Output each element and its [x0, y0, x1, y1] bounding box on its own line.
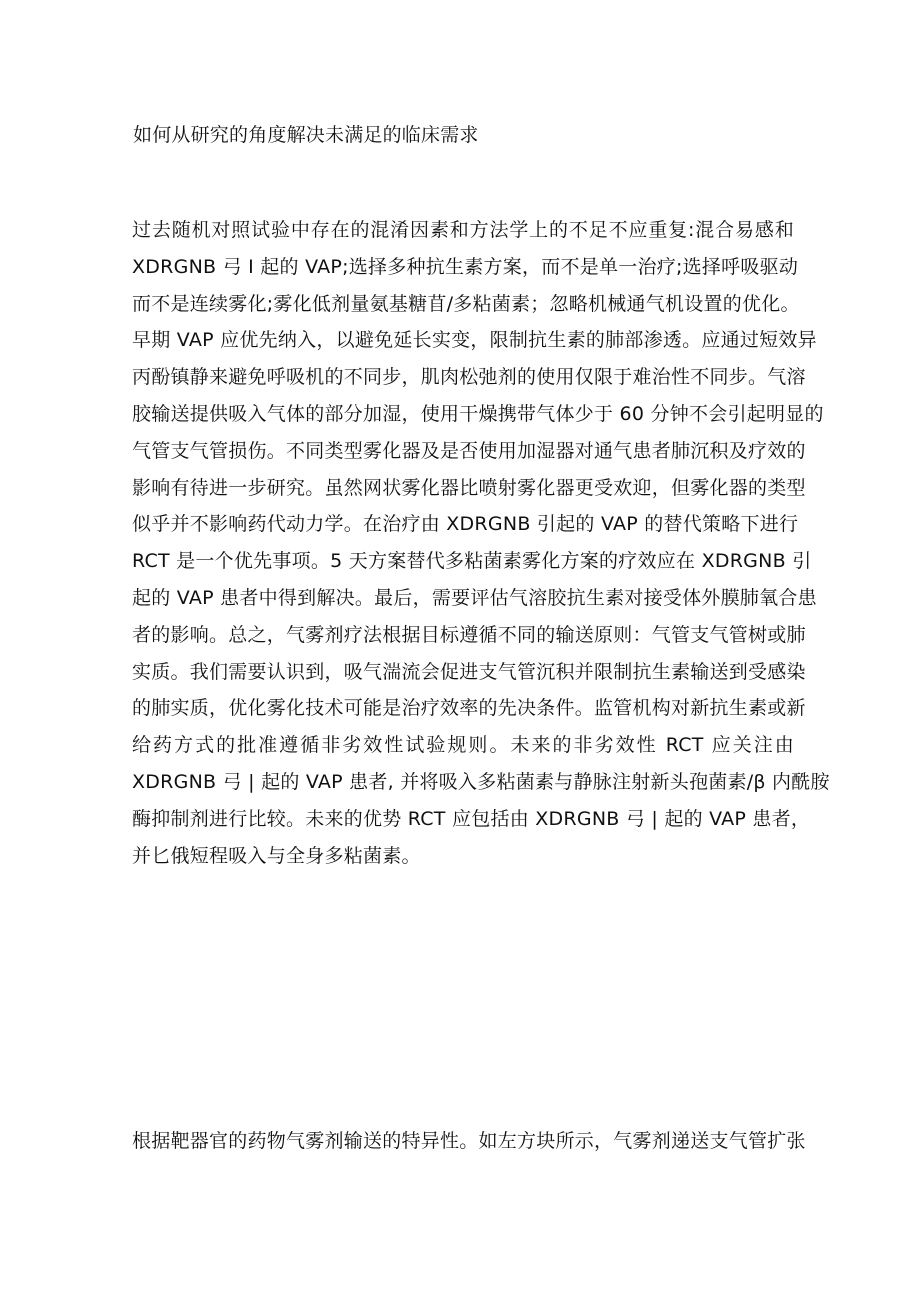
paragraph-line: 似乎并不影响药代动力学。在治疗由 XDRGNB 引起的 VAP 的替代策略下进行 [132, 513, 799, 536]
paragraph-line: 并匕俄短程吸入与全身多粘菌素。 [132, 844, 421, 867]
paragraph-line: 胶输送提供吸入气体的部分加湿，使用干燥携带气体少于 60 分钟不会引起明显的 [132, 402, 824, 425]
paragraph-2 [132, 1123, 806, 1160]
paragraph-line: 丙酚镇静来避免呼吸机的不同步，肌肉松弛剂的使用仅限于难治性不同步。气溶 [132, 366, 806, 389]
paragraph-line: 过去随机对照试验中存在的混淆因素和方法学上的不足不应重复:混合易感和 [132, 219, 794, 241]
document-title: 如何从研究的角度解决未满足的临床需求 [133, 124, 479, 146]
paragraph-line: RCT 是一个优先事项。5 天方案替代多粘菌素雾化方案的疗效应在 XDRGNB 引 [132, 550, 812, 573]
paragraph-line: 的肺实质，优化雾化技术可能是治疗效率的先决条件。监管机构对新抗生素或新 [132, 697, 806, 720]
paragraph-line: 早期 VAP 应优先纳入，以避免延长实变，限制抗生素的肺部渗透。应通过短效异 [132, 329, 817, 352]
paragraph-line: 起的 VAP 患者中得到解决。最后，需要评估气溶胶抗生素对接受体外膜肺氧合患 [132, 586, 817, 609]
paragraph-line: 酶抑制剂进行比较。未来的优势 RCT 应包括由 XDRGNB 弓 | 起的 VAP 患者， [132, 807, 811, 830]
paragraph-line: 根据靶器官的药物气雾剂输送的特异性。如左方块所示，气雾剂递送支气管扩张 [132, 1130, 806, 1152]
paragraph-line: 影响有待进一步研究。虽然网状雾化器比喷射雾化器更受欢迎，但雾化器的类型 [132, 476, 806, 499]
paragraph-line: 气管支气管损伤。不同类型雾化器及是否使用加湿器对通气患者肺沉积及疗效的 [132, 439, 806, 462]
paragraph-line: 者的影响。总之，气雾剂疗法根据目标遵循不同的输送原则：气管支气管树或肺 [132, 623, 806, 646]
paragraph-line: 实质。我们需要认识到，吸气湍流会促进支气管沉积并限制抗生素输送到受感染 [132, 660, 806, 683]
paragraph-line: 而不是连续雾化;雾化低剂量氨基糖苜/多粘菌素；忽略机械通气机设置的优化。 [132, 292, 800, 315]
paragraph-1 [132, 212, 830, 874]
paragraph-line: 给药方式的批准遵循非劣效性试验规则。未来的非劣效性 RCT 应关注由 [132, 734, 794, 757]
paragraph-line: XDRGNB 弓 I 起的 VAP;选择多种抗生素方案，而不是单一治疗;选择呼吸驱动 [132, 255, 799, 278]
paragraph-line: XDRGNB 弓 | 起的 VAP 患者, 并将吸入多粘菌素与静脉注射新头孢菌素/β 内酰胺 [132, 770, 830, 793]
